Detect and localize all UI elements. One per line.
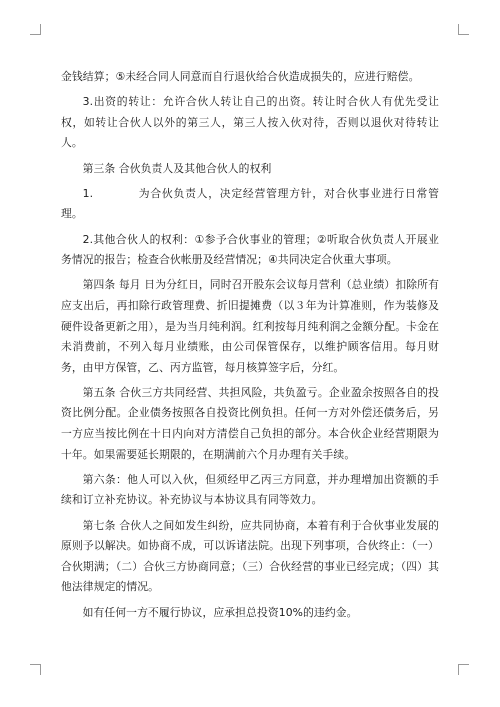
article-5: 第五条 合伙三方共同经营、共担风险，共负盈亏。企业盈余按照各自的投资比例分配。企业债务按照各自投资比例负担。任何一方对外偿还债务后，另一方应当按比例在十日内向对方清偿自己负担的部分。本合伙企业经营期限为十年。如果需要延长期限的，在期满前六个月办理有关手续。 [61,385,439,461]
crop-mark-top-right [458,24,469,35]
crop-mark-bottom-left [30,664,41,675]
paragraph-penalty: 如有任何一方不履行协议，应承担总投资10%的违约金。 [82,605,358,619]
paragraph-capital-transfer: 3.出资的转让：允许合伙人转让自己的出资。转让时合伙人有优先受让权，如转让合伙人以外的第三人，第三人按入伙对待，否则以退伙对待转让人。 [61,95,439,150]
paragraph: 金钱结算；⑤未经合同人同意而自行退伙给合伙造成损失的，应进行赔偿。 [61,70,420,83]
list-number: 1. [82,186,94,200]
article-4: 第四条 每月 日为分红日，同时召开股东会议每月营利（总业绩）扣除所有应支出后，再扣除行政管理费、折旧提摊费（以３年为计算准则，作为装修及硬件设备更新之用），是为当月纯利润。红利按每月纯利润之金额分配。卡金在未消费前，不列入每月业绩账，由公司保管保存，以维护顾客信用。每月财务，由甲方保管，乙、丙方监管，每月核算签字后，分红。 [61,278,439,374]
crop-mark-bottom-right [458,664,469,675]
paragraph-partner-leader [61,184,439,225]
article-6: 第六条：他人可以入伙，但须经甲乙丙三方同意，并办理增加出资额的手续和订立补充协议。补充协议与本协议具有同等效力。 [61,472,439,507]
article-3-heading: 第三条 合伙负责人及其他合伙人的权利 [82,161,272,175]
document-body [61,67,439,623]
crop-mark-top-left [30,24,41,35]
paragraph-partner-rights: 2.其他合伙人的权利：①参予合伙事业的管理；②听取合伙负责人开展业务情况的报告；检查合伙帐册及经营情况；④共同决定合伙重大事项。 [61,232,439,267]
article-7: 第七条 合伙人之间如发生纠纷，应共同协商，本着有利于合伙事业发展的原则予以解决。如协商不成，可以诉诸法院。出现下列事项，合伙终止：（一）合伙期满；（二）合伙三方协商同意；（三）合伙经营的事业已经完成；（四）其他法律规定的情况。 [61,518,439,594]
paragraph-text: 为合伙负责人，决定经营管理方针，对合伙事业进行日常管理。 [61,186,439,221]
